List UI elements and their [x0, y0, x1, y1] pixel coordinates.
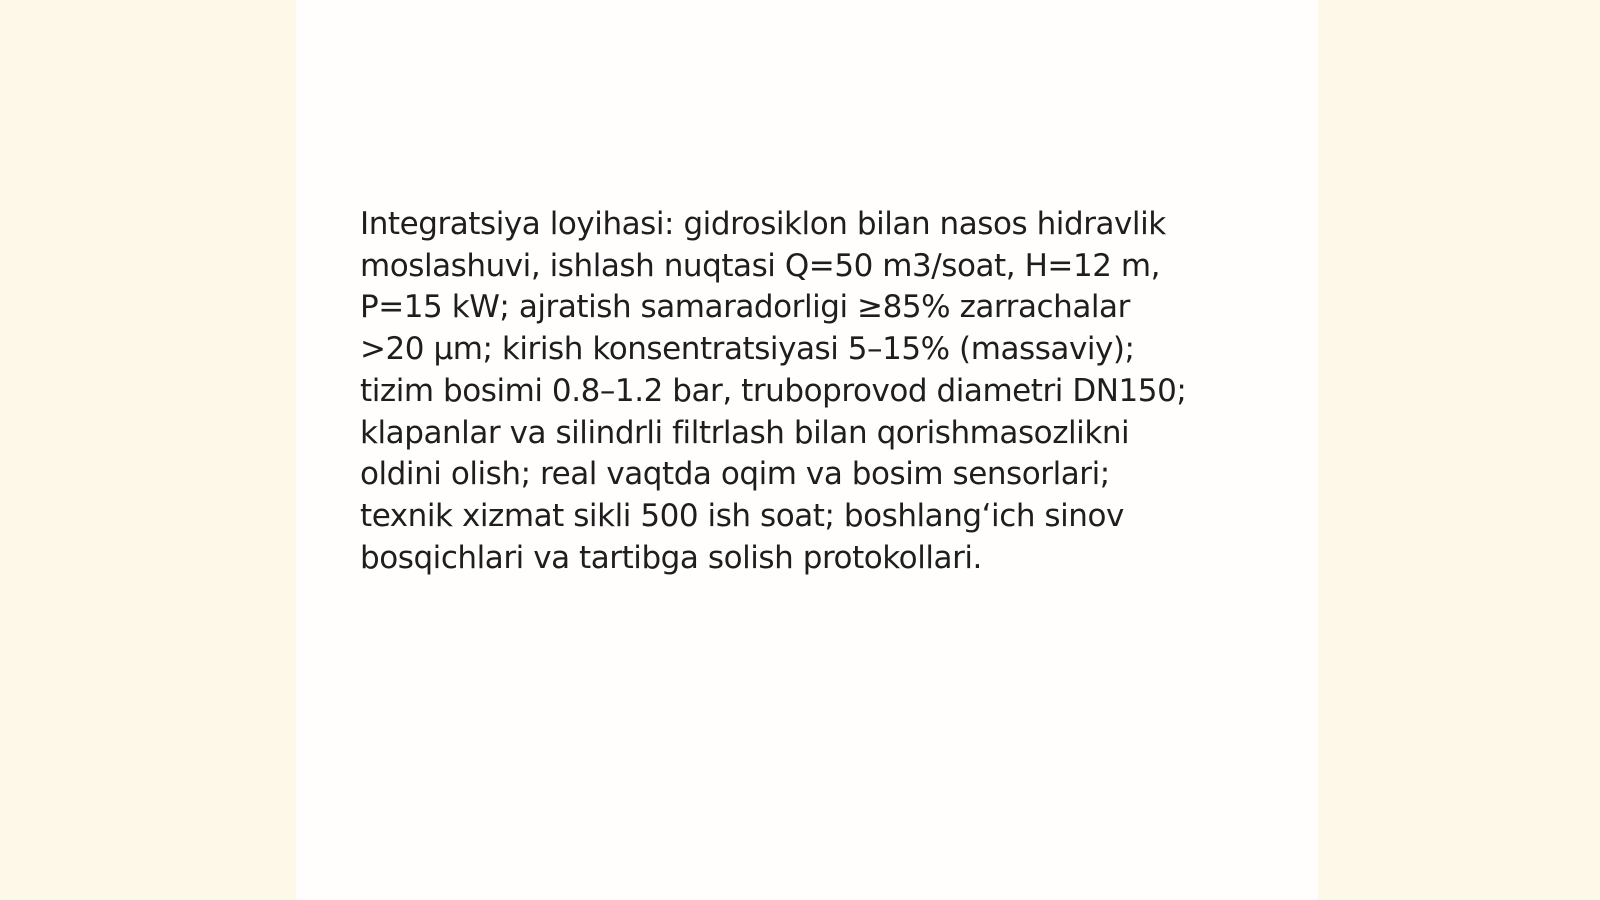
paragraph-line-9: bosqichlari va tartibga solish protokollari.: [360, 539, 982, 576]
paragraph-line-5: tizim bosimi 0.8–1.2 bar, truboprovod diametri DN150;: [360, 372, 1187, 409]
paragraph-line-3: P=15 kW; ajratish samaradorligi ≥85% zarrachalar: [360, 289, 1130, 326]
paragraph-line-8: texnik xizmat sikli 500 ish soat; boshlang‘ich sinov: [360, 497, 1124, 534]
paragraph-line-6: klapanlar va silindrli filtrlash bilan qorishmasozlikni: [360, 414, 1130, 451]
paragraph-line-7: oldini olish; real vaqtda oqim va bosim sensorlari;: [360, 456, 1110, 493]
document-page: [296, 0, 1318, 900]
paragraph-line-4: >20 µm; kirish konsentratsiyasi 5–15% (massaviy);: [360, 331, 1135, 368]
paragraph-line-2: moslashuvi, ishlash nuqtasi Q=50 m3/soat, H=12 m,: [360, 247, 1161, 284]
body-paragraph: [360, 204, 1260, 579]
paragraph-line-1: Integratsiya loyihasi: gidrosiklon bilan nasos hidravlik: [360, 206, 1166, 242]
